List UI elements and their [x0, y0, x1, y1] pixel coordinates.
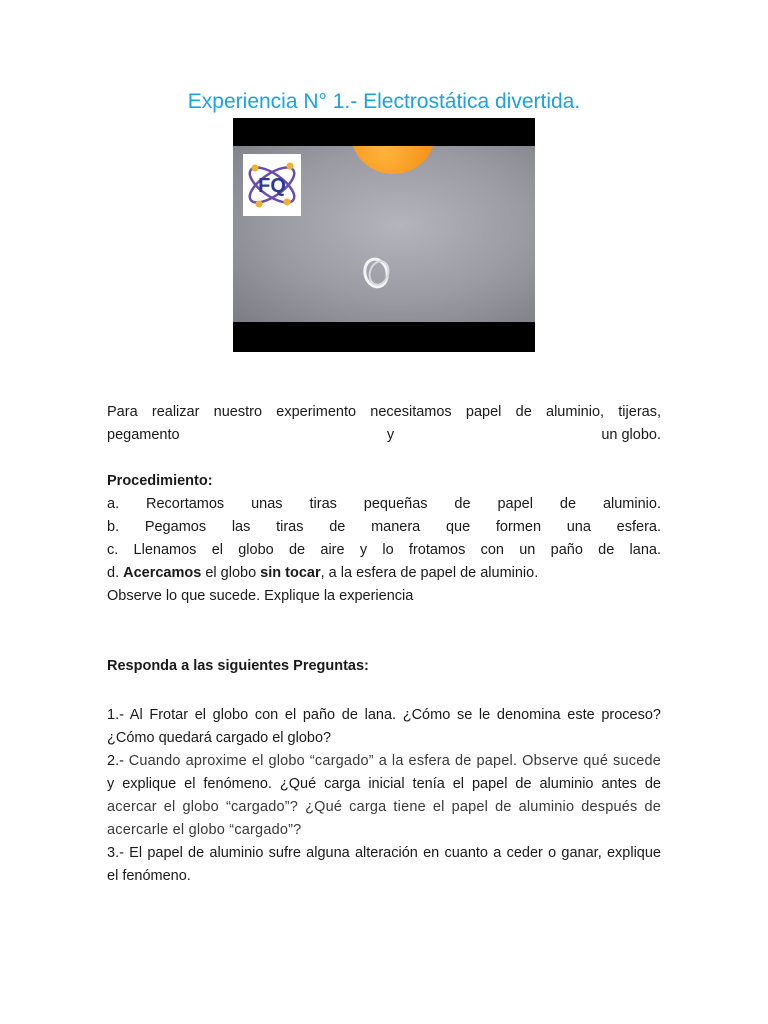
step-d-mid: el globo: [201, 565, 261, 581]
question-3-line-2: el fenómeno.: [107, 868, 191, 884]
intro-word-pegamento: pegamento: [107, 427, 180, 443]
video-frame: [233, 146, 535, 322]
procedure-heading: Procedimiento:: [107, 473, 213, 489]
intro-line-2: [107, 424, 661, 447]
foil-sphere-image: [361, 254, 395, 290]
procedure-section: [107, 470, 661, 608]
step-d-prefix: d.: [107, 565, 124, 581]
step-d-suffix: , a la esfera de papel de aluminio.: [320, 565, 539, 581]
question-2-text-1: Cuando aproxime el globo “cargado” a la esfera de papel. Observe qué sucede: [128, 753, 661, 769]
balloon-image: [351, 146, 435, 174]
question-3-line-1: 3.- El papel de aluminio sufre alguna alteración en cuanto a ceder o ganar, explique: [107, 845, 661, 861]
questions-heading: Responda a las siguientes Preguntas:: [107, 658, 369, 674]
step-d-acercamos: Acercamos: [123, 565, 202, 581]
question-1-line-2: ¿Cómo quedará cargado el globo?: [107, 730, 332, 746]
question-1-line-1: 1.- Al Frotar el globo con el paño de lana. ¿Cómo se le denomina este proceso?: [107, 707, 661, 723]
intro-paragraph: [107, 401, 661, 447]
intro-word-y: y: [386, 427, 395, 443]
procedure-observe: Observe lo que sucede. Explique la experiencia: [107, 588, 414, 604]
experiment-video[interactable]: [233, 118, 535, 352]
question-2-line-2: y explique el fenómeno. ¿Qué carga inicial tenía el papel de aluminio antes de: [107, 776, 661, 792]
procedure-step-a: a. Recortamos unas tiras pequeñas de papel de aluminio.: [107, 496, 661, 512]
step-d-sin-tocar: sin tocar: [260, 565, 321, 581]
procedure-step-d: [107, 562, 661, 585]
fq-logo: [243, 154, 301, 216]
question-2-line-3: acercar el globo “cargado”? ¿Qué carga tiene el papel de aluminio después de: [107, 799, 661, 815]
procedure-step-c: c. Llenamos el globo de aire y lo frotamos con un paño de lana.: [107, 542, 661, 558]
logo-text: FQ: [258, 175, 286, 197]
intro-line-1: Para realizar nuestro experimento necesitamos papel de aluminio, tijeras,: [107, 404, 661, 420]
procedure-step-b: b. Pegamos las tiras de manera que formen una esfera.: [107, 519, 661, 535]
page-title: Experiencia N° 1.- Electrostática divertida.: [187, 90, 581, 113]
question-2-line-1: [107, 750, 661, 773]
question-2-line-4: acercarle el globo “cargado”?: [107, 822, 302, 838]
questions-list: [107, 704, 661, 888]
intro-word-globo: un globo.: [601, 427, 661, 443]
question-2-prefix: 2.-: [107, 753, 129, 769]
questions-heading-block: [107, 655, 661, 678]
